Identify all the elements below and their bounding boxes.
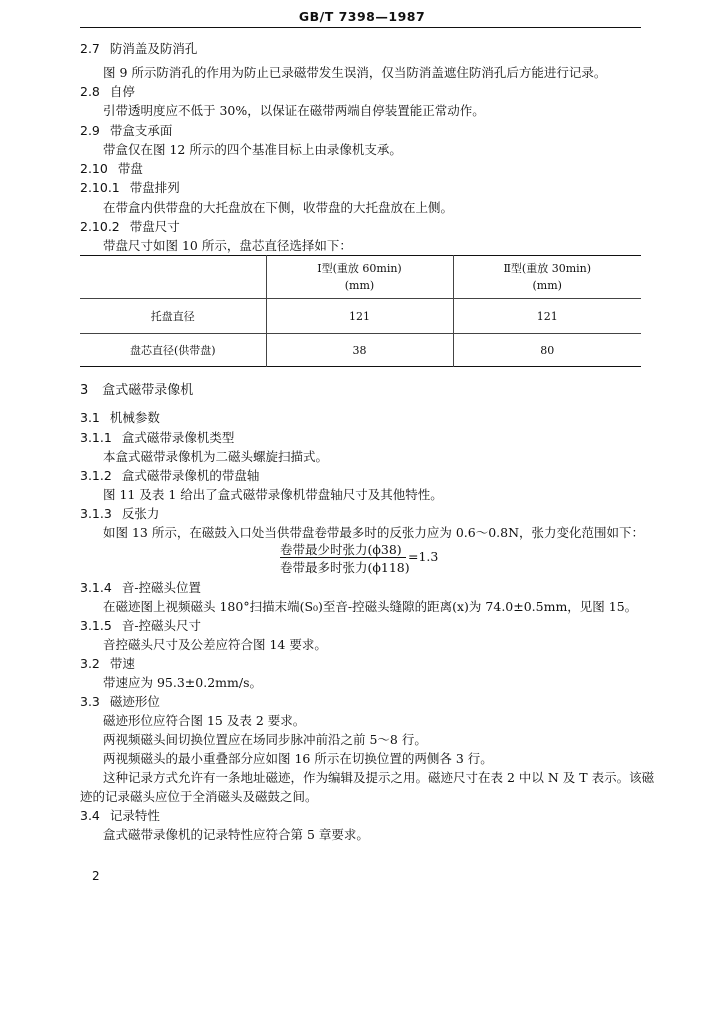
section-title: 磁迹形位 [109,694,160,709]
table-cell: 121 [453,299,641,334]
section-title: 音-控磁头尺寸 [121,618,202,633]
table-cell: 121 [266,299,453,334]
section-2-10-heading [80,159,143,177]
section-title: 反张力 [121,506,160,521]
table-row [80,299,641,334]
section-2-8-body: 引带透明度应不低于 30%，以保证在磁带两端自停装置能正常动作。 [103,103,485,118]
section-number: 2.10 [80,161,108,176]
section-3-2-heading [80,654,135,672]
section-3-2-body: 带速应为 95.3±0.2mm/s。 [103,675,262,690]
section-title: 记录特性 [109,808,160,823]
section-3-4-heading [80,806,160,824]
section-3-1-1-body: 本盒式磁带录像机为二磁头螺旋扫描式。 [103,449,329,464]
section-3-1-heading [80,408,160,426]
section-number: 3.1.2 [80,468,112,483]
section-number: 2.7 [80,41,100,56]
section-number: 2.10.2 [80,219,120,234]
section-3-3-body-2: 两视频磁头间切换位置应在场同步脉冲前沿之前 5～8 行。 [103,732,427,747]
section-number: 3.3 [80,694,100,709]
chapter-3-heading [80,379,193,398]
section-number: 3.2 [80,656,100,671]
section-3-3-body-4: 这种记录方式允许有一条地址磁迹，作为编辑及提示之用。磁迹尺寸在表 2 中以 N 及 T 表示。该磁 [103,770,655,785]
table-row [80,334,641,367]
formula-result: =1.3 [408,549,439,564]
table-header-cell [80,256,266,299]
section-3-4-body: 盒式磁带录像机的记录特性应符合第 5 章要求。 [103,827,369,842]
chapter-title: 盒式磁带录像机 [102,383,194,398]
formula-denominator: 卷带最多时张力(ϕ118) [280,560,410,575]
header-label: Ⅱ型(重放 30min) [503,262,592,275]
section-2-7-body: 图 9 所示防消孔的作用为防止已录磁带发生误消，仅当防消盖遮住防消孔后方能进行记录。 [103,65,607,80]
section-2-9-body: 带盒仅在图 12 所示的四个基准目标上由录像机支承。 [103,142,402,157]
section-3-3-body-1: 磁迹形位应符合图 15 及表 2 要求。 [103,713,306,728]
section-number: 2.8 [80,84,100,99]
section-2-8-heading [80,82,135,100]
section-number: 3.1.5 [80,618,112,633]
section-number: 2.10.1 [80,180,120,195]
reel-dimension-table [80,255,641,367]
chapter-number: 3 [80,383,89,398]
section-title: 带盘排列 [129,180,180,195]
table-header-cell [266,256,453,299]
section-3-1-3-heading [80,504,159,522]
section-2-7-heading [80,39,197,57]
section-3-1-3-body: 如图 13 所示，在磁鼓入口处当供带盘卷带最多时的反张力应为 0.6～0.8N，张力变化范围如下： [103,525,645,540]
section-3-3-heading [80,692,160,710]
page-number: 2 [92,869,100,883]
section-3-1-2-heading [80,466,259,484]
section-2-10-1-heading [80,178,180,196]
section-3-1-2-body: 图 11 及表 1 给出了盒式磁带录像机带盘轴尺寸及其他特性。 [103,487,443,502]
formula-numerator: 卷带最少时张力(ϕ38) [280,542,402,557]
section-number: 3.1.1 [80,430,112,445]
header-label: Ⅰ型(重放 60min) [317,262,402,275]
table-header-row [80,256,641,299]
section-3-1-1-heading [80,428,234,446]
table-cell: 80 [453,334,641,367]
section-title: 防消盖及防消孔 [109,41,198,56]
section-title: 带盘 [117,161,143,176]
section-number: 3.1.3 [80,506,112,521]
section-2-9-heading [80,121,172,139]
table-cell: 托盘直径 [80,299,266,334]
section-title: 盒式磁带录像机类型 [121,430,235,445]
header-rule [80,27,641,28]
section-title: 带盘尺寸 [129,219,180,234]
section-2-10-2-body: 带盘尺寸如图 10 所示，盘芯直径选择如下： [103,238,352,253]
header-unit: (mm) [532,279,562,292]
section-3-1-4-heading [80,578,201,596]
section-number: 3.1 [80,410,100,425]
section-title: 自停 [109,84,135,99]
section-number: 3.4 [80,808,100,823]
section-title: 带盒支承面 [109,123,173,138]
section-2-10-1-body: 在带盒内供带盘的大托盘放在下侧，收带盘的大托盘放在上侧。 [103,200,454,215]
page-header-title: GB/T 7398—1987 [298,9,426,24]
table-cell: 38 [266,334,453,367]
section-title: 盒式磁带录像机的带盘轴 [121,468,260,483]
section-number: 3.1.4 [80,580,112,595]
section-title: 带速 [109,656,135,671]
section-title: 音-控磁头位置 [121,580,202,595]
section-3-3-body-3: 两视频磁头的最小重叠部分应如图 16 所示在切换位置的两侧各 3 行。 [103,751,493,766]
section-3-1-4-body: 在磁迹图上视频磁头 180°扫描末端(S₀)至音-控磁头缝隙的距离(x)为 74.0±0.5mm，见图 15。 [103,599,638,614]
table-cell: 盘芯直径(供带盘) [129,344,216,357]
section-3-1-5-heading [80,616,201,634]
header-unit: (mm) [344,279,375,292]
section-2-10-2-heading [80,217,180,235]
section-title: 机械参数 [109,410,160,425]
table-header-cell [453,256,641,299]
section-number: 2.9 [80,123,100,138]
section-3-1-5-body: 音控磁头尺寸及公差应符合图 14 要求。 [103,637,327,652]
section-3-3-body-4-cont: 迹的记录磁头应位于全消磁头及磁鼓之间。 [80,789,318,804]
